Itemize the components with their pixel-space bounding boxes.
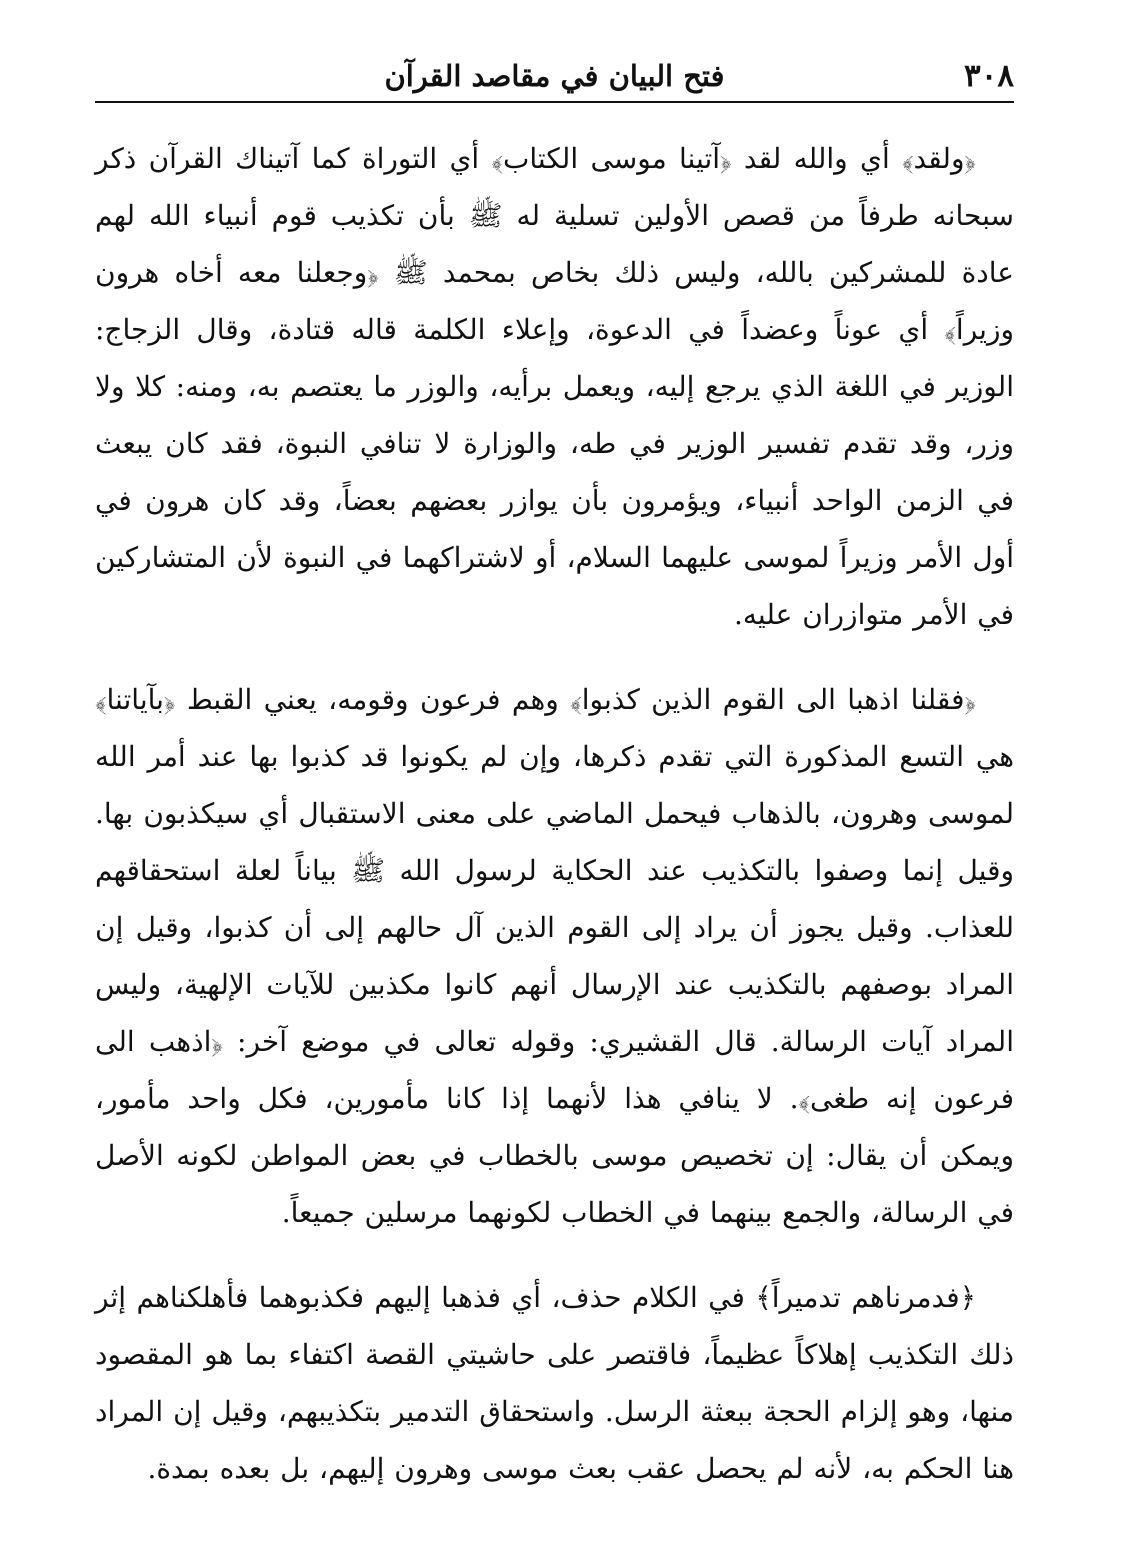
paragraph-1: ﴿ولقد﴾ أي والله لقد ﴿آتينا موسى الكتاب﴾ أي التوراة كما آتيناك القرآن ذكر سبحانه طرفاً من قصص الأولين تسلية له ﷺ بأن تكذيب قوم أنبياء الله لهم عادة للمشركين بالله، وليس ذلك بخاص بمحمد ﷺ ﴿وجعلنا معه أخاه هرون وزيراً﴾ أي عوناً وعضداً في الدعوة، وإعلاء الكلمة قاله قتادة، وقال الزجاج: الوزير في اللغة الذي يرجع إليه، ويعمل برأيه، والوزر ما يعتصم به، ومنه: كلا ولا وزر، وقد تقدم تفسير الوزير في طه، والوزارة لا تنافي النبوة، فقد كان يبعث في الزمن الواحد أنبياء، ويؤمرون بأن يوازر بعضهم بعضاً، وقد كان هرون في أول الأمر وزيراً لموسى عليهما السلام، أو لاشتراكهما في النبوة لأن المتشاركين في الأمر متوازران عليه. [95,142,1014,631]
document-body [95,130,1014,1497]
book-title: فتح البيان في مقاصد القرآن [384,59,725,93]
header-divider [95,101,1014,103]
paragraph-2: ﴿فقلنا اذهبا الى القوم الذين كذبوا﴾ وهم فرعون وقومه، يعني القبط ﴿بآياتنا﴾ هي التسع المذكورة التي تقدم ذكرها، وإن لم يكونوا قد كذبوا بها عند أمر الله لموسى وهرون، بالذهاب فيحمل الماضي على معنى الاستقبال أي سيكذبون بها. وقيل إنما وصفوا بالتكذيب عند الحكاية لرسول الله ﷺ بياناً لعلة استحقاقهم للعذاب. وقيل يجوز أن يراد إلى القوم الذين آل حالهم إلى أن كذبوا، وقيل إن المراد بوصفهم بالتكذيب عند الإرسال أنهم كانوا مكذبين للآيات الإلهية، وليس المراد آيات الرسالة. قال القشيري: وقوله تعالى في موضع آخر: ﴿اذهب الى فرعون إنه طغى﴾. لا ينافي هذا لأنهما إذا كانا مأمورين، فكل واحد مأمور، ويمكن أن يقال: إن تخصيص موسى بالخطاب في بعض المواطن لكونه الأصل في الرسالة، والجمع بينهما في الخطاب لكونهما مرسلين جميعاً. [95,683,1015,1229]
running-header [95,52,1014,100]
page-number: ٣٠٨ [964,58,1014,94]
paragraph-3: ﴿فدمرناهم تدميراً﴾ في الكلام حذف، أي فذهبا إليهم فكذبوهما فأهلكناهم إثر ذلك التكذيب إهلاكاً عظيماً، فاقتصر على حاشيتي القصة اكتفاء بما هو المقصود منها، وهو إلزام الحجة ببعثة الرسل. واستحقاق التدمير بتكذيبهم، وقيل إن المراد هنا الحكم به، لأنه لم يحصل عقب بعث موسى وهرون إليهم، بل بعده بمدة. [95,1281,1014,1485]
